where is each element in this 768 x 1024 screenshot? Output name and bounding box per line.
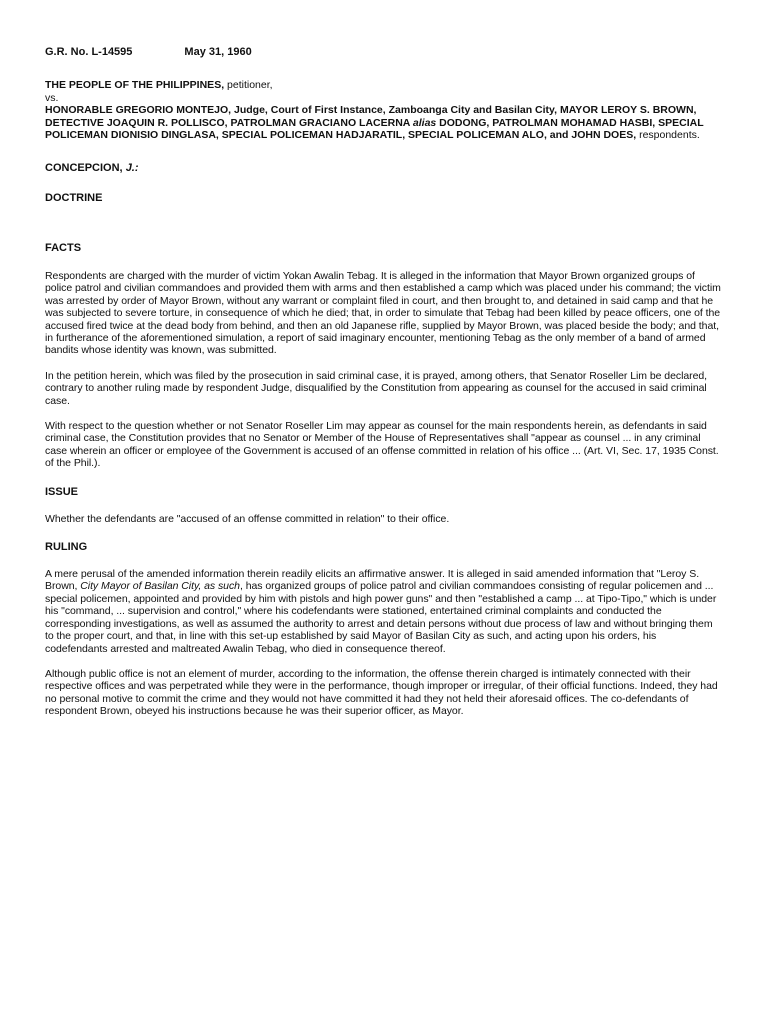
issue-paragraph: Whether the defendants are "accused of an offense committed in relation" to their office. bbox=[45, 512, 450, 525]
facts-paragraph-2: In the petition herein, which was filed by the prosecution in said criminal case, it is prayed, among others, that Senator Roseller Lim be declared, contrary to another ruling made by respondent Judge, disqualified by the Constitution from appearing as counsel for the accused in said criminal case. bbox=[45, 369, 708, 407]
ponente-name: CONCEPCION, bbox=[45, 161, 126, 174]
heading-ruling: RULING bbox=[45, 541, 88, 554]
case-number: G.R. No. L-14595 bbox=[45, 46, 133, 58]
ruling-p1-italic: City Mayor of Basilan City, as such bbox=[80, 580, 240, 593]
ponente-suffix: J.: bbox=[125, 161, 139, 174]
petitioner-name: THE PEOPLE OF THE PHILIPPINES, bbox=[45, 79, 225, 91]
ruling-paragraph-2: Although public office is not an element of murder, according to the information, the offense therein charged is intimately connected with their respective offices and was perpetrated while they were in the performance, though improper or irregular, of their official functions. Indeed, they had no personal motive to commit the crime and they would not have committed it had they not held their aforesaid offices. The co-defendants of respondent Brown, obeyed his instructions because he was their superior officer, as Mayor. bbox=[45, 667, 718, 718]
case-date: May 31, 1960 bbox=[184, 46, 252, 58]
facts-paragraph-1: Respondents are charged with the murder of victim Yokan Awalin Tebag. It is alleged in the information that Mayor Brown organized groups of police patrol and civilian commandoes and provided them with arms and then established a camp which was placed under his command; the victim was arrested by order of Mayor Brown, without any warrant or complaint filed in court, and then brought to, and detained in said camp and that he was subjected to severe torture, in consequence of which he died; that, in order to simulate that Tebag had been killed by peace officers, one of the accused fired twice at the dead body from behind, and then an old Japanese rifle, supplied by Mayor Brown, was placed beside the body; and that, in furtherance of the aforementioned simulation, a report of said imaginary encounter, mentioning Tebag as the only member of a band of armed bandits whose identity was known, was submitted. bbox=[45, 269, 721, 357]
petitioner-role: petitioner, bbox=[224, 79, 273, 91]
respondents-role: respondents. bbox=[636, 129, 700, 142]
facts-paragraph-3: With respect to the question whether or not Senator Roseller Lim may appear as counsel for the main respondents herein, as defendants in said criminal case, the Constitution provides that no Senator or Member of the House of Representatives shall "appear as counsel ... in any criminal case wherein an officer or employee of the Government is accused of an offense committed in relation of his office ... (Art. VI, Sec. 17, 1935 Const. of the Phil.). bbox=[45, 420, 719, 470]
respondents-list-part1: HONORABLE GREGORIO MONTEJO, Judge, Court of First Instance, Zamboanga City and Basilan City, MAYOR LEROY S. BROWN, DETECTIVE JOAQUIN R. POLLISCO, PATROLMAN GRACIANO LACERNA bbox=[45, 104, 697, 129]
versus: vs. bbox=[45, 91, 59, 104]
case-header bbox=[45, 45, 721, 59]
document-page bbox=[45, 45, 721, 718]
ruling-paragraph-1 bbox=[45, 568, 721, 655]
alias-word: alias bbox=[412, 116, 437, 129]
heading-issue: ISSUE bbox=[45, 485, 79, 498]
case-parties bbox=[45, 79, 721, 142]
ruling-p1-text-a: A mere perusal of the amended information therein readily elicits an affirmative answer. It is alleged in said amended information that "Leroy S. Brown, bbox=[45, 568, 700, 593]
respondents-list-part2: DODONG, PATROLMAN MOHAMAD HASBI, SPECIAL POLICEMAN DIONISIO DINGLASA, SPECIAL POLICEMAN HADJARATIL, SPECIAL POLICEMAN ALO, and JOHN DOES, bbox=[45, 116, 704, 142]
heading-facts: FACTS bbox=[45, 241, 82, 254]
ponente bbox=[45, 161, 721, 175]
heading-doctrine: DOCTRINE bbox=[45, 191, 103, 204]
ruling-p1-text-b: , has organized groups of police patrol and civilian commandoes consisting of regular policemen and ... special policemen, appointed and provided by him with pistols and high power guns" and then "established a camp ... at Tipo-Tipo," which is under his "command, ... supervision and control," where his codefendants were stationed, entertained criminal complaints and conducted the corresponding investigations, as well as assumed the authority to arrest and detain persons without due process of law and without bringing them to the proper court, and that, in line with this set-up established by said Mayor of Basilan City as such, and acting upon his orders, his codefendants arrested and maltreated Awalin Tebag, who died in consequence thereof. bbox=[45, 580, 717, 655]
